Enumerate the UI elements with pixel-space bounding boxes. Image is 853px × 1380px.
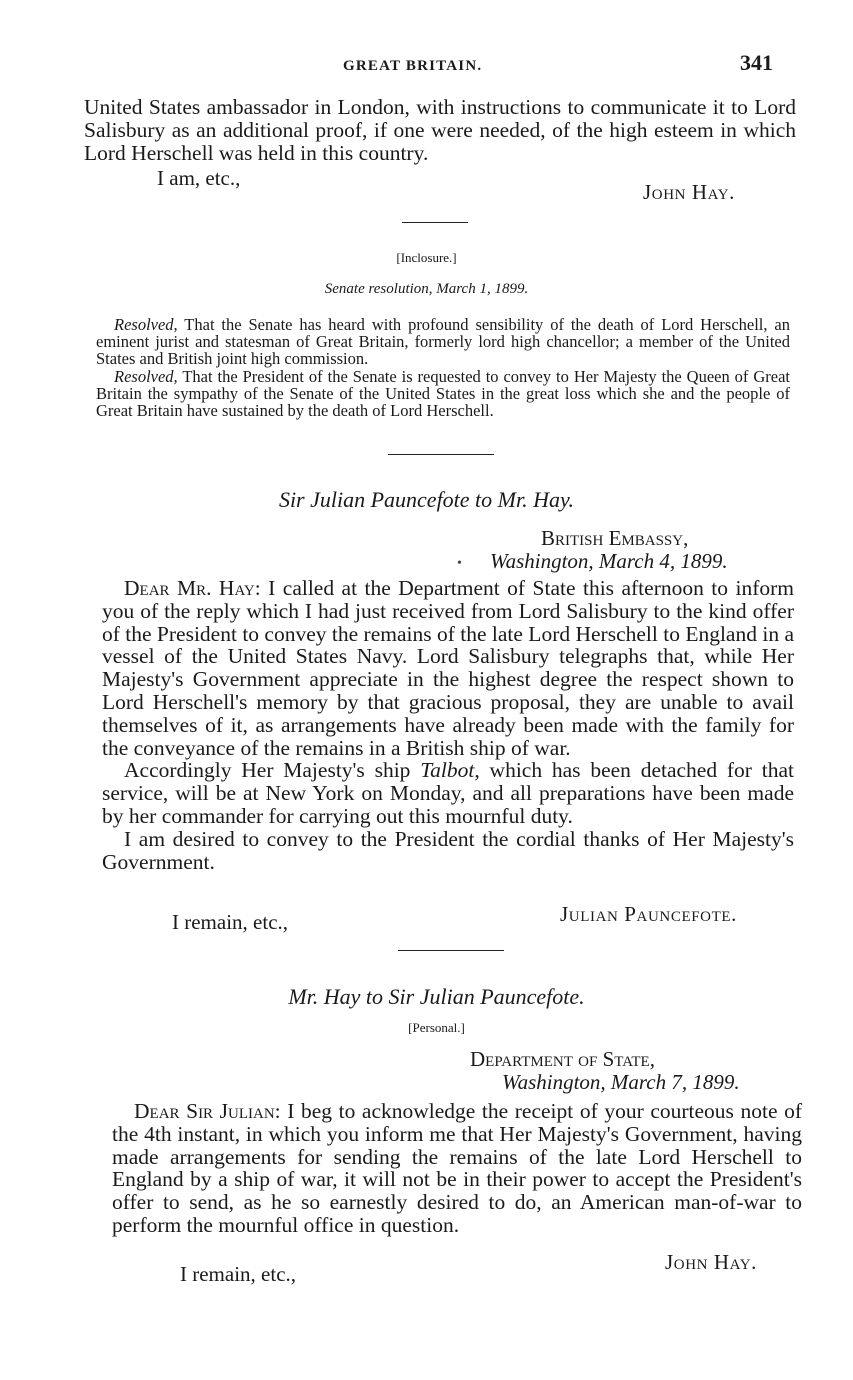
letter2-place: Department of State, xyxy=(470,1047,655,1071)
page-number: 341 xyxy=(740,50,773,75)
resolution-1 xyxy=(96,316,790,368)
resolution-2-lead: Resolved, xyxy=(114,366,178,386)
letter2-body xyxy=(112,1100,802,1237)
letter1-text-2b: , which has been detached for that service, will be at New York on Monday, and all preparations have been made by her commander for carrying out this mournful duty. xyxy=(102,758,794,828)
running-title: GREAT BRITAIN. xyxy=(343,58,483,74)
section-divider xyxy=(402,222,468,223)
letter2-note: [Personal.] xyxy=(408,1020,465,1035)
letter1-paragraph-1 xyxy=(102,577,794,759)
letter2-signature: John Hay. xyxy=(665,1250,758,1274)
letter1-closing: I remain, etc., xyxy=(172,910,289,934)
section-divider xyxy=(398,950,504,951)
letter1-text-3: I am desired to convey to the President the cordial thanks of Her Majesty's Government. xyxy=(102,826,794,874)
opening-paragraph xyxy=(84,96,796,164)
letter2-heading: Mr. Hay to Sir Julian Pauncefote. xyxy=(288,984,585,1009)
letter2-closing: I remain, etc., xyxy=(180,1262,297,1286)
letter2-paragraph-1 xyxy=(112,1100,802,1237)
print-mark: • xyxy=(457,556,462,571)
opening-closing: I am, etc., xyxy=(157,166,241,190)
inclosure-title: Senate resolution, March 1, 1899. xyxy=(324,281,529,297)
letter1-signature: Julian Pauncefote. xyxy=(560,902,737,926)
opening-text: United States ambassador in London, with instructions to communicate it to Lord Salisbury as an additional proof, if one were needed, of the high esteem in which Lord Herschell was held in this country. xyxy=(84,95,796,165)
letter1-paragraph-3 xyxy=(102,828,794,874)
opening-signature: John Hay. xyxy=(643,180,736,204)
letter1-place: British Embassy, xyxy=(541,526,689,550)
inclosure-label: [Inclosure.] xyxy=(396,250,457,265)
letter2-salutation: Dear Sir Julian: xyxy=(134,1099,281,1123)
letter1-salutation: Dear Mr. Hay: xyxy=(124,576,261,600)
letter1-body xyxy=(102,577,794,873)
running-header xyxy=(0,50,853,86)
letter1-text-1: I called at the Department of State this afternoon to inform you of the reply which I had just received from Lord Salisbury to the kind offer of the President to convey the remains of the late Lord Herschell to England in a vessel of the United States Navy. Lord Salisbury telegraphs that, while Her Majesty's Government appreciate in the highest degree the respect shown to Lord Herschell's memory by that gracious proposal, they are unable to avail themselves of it, as arrangements have already been made with the family for the conveyance of the remains in a British ship of war. xyxy=(102,576,794,760)
ship-name: Talbot xyxy=(420,758,475,783)
letter1-date: Washington, March 4, 1899. xyxy=(490,549,728,573)
resolution-1-lead: Resolved, xyxy=(114,315,178,334)
letter2-date: Washington, March 7, 1899. xyxy=(502,1070,740,1094)
letter1-text-2a: Accordingly Her Majesty's ship xyxy=(124,758,421,783)
resolution-1-text: That the Senate has heard with profound sensibility of the death of Lord Herschell, an eminent jurist and statesman of Great Britain, formerly lord high chancellor; a member of the United States and British joint high commission. xyxy=(96,315,790,369)
letter2-text-1: I beg to acknowledge the receipt of your courteous note of the 4th instant, in which you inform me that Her Majesty's Government, having made arrangements for sending the remains of the late Lord Herschell to England by a ship of war, it will not be in their power to accept the President's offer to send, as he so earnestly desired to do, an American man-of-war to perform the mournful office in question. xyxy=(112,1099,802,1237)
letter1-heading: Sir Julian Pauncefote to Mr. Hay. xyxy=(278,487,575,512)
resolution-2 xyxy=(96,368,790,420)
resolution-2-text: That the President of the Senate is requested to convey to Her Majesty the Queen of Great Britain the sympathy of the Senate of the United States in the great loss which she and the people of Great Britain have sustained by the death of Lord Herschell. xyxy=(96,366,790,421)
section-divider xyxy=(388,454,494,455)
senate-resolution xyxy=(96,316,790,419)
letter1-paragraph-2 xyxy=(102,759,794,827)
